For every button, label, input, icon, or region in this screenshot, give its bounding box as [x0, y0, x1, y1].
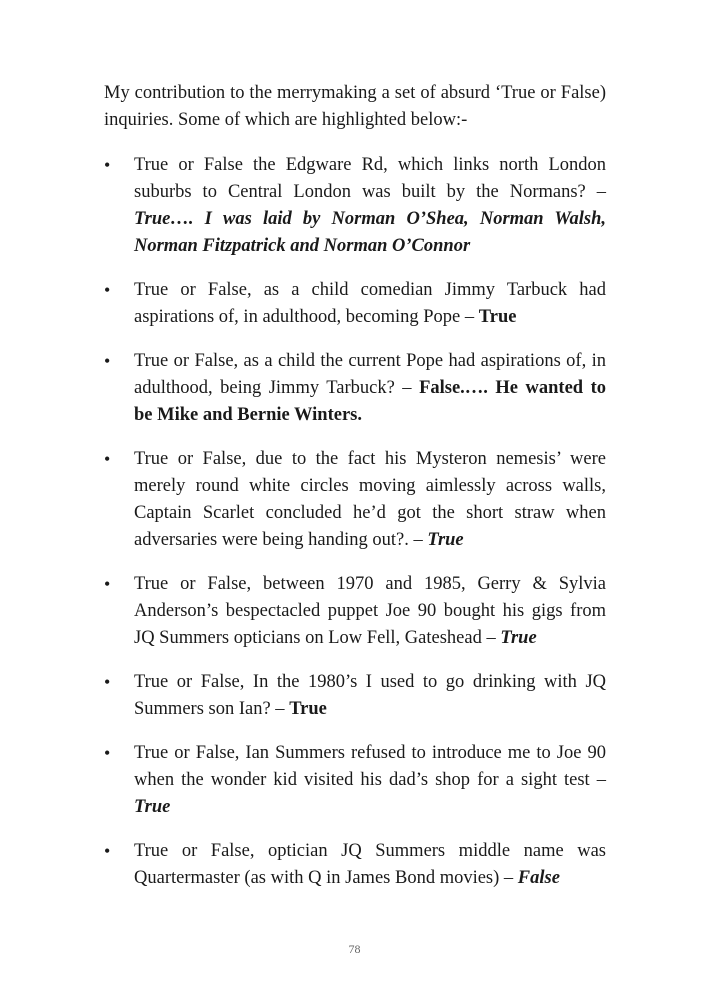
- bullet-icon: •: [104, 672, 111, 692]
- intro-paragraph: My contribution to the merrymaking a set of absurd ‘True or False) inquiries. Some of which are highlighted below:-: [104, 83, 606, 130]
- answer-text: True: [427, 530, 464, 550]
- answer-text: False.…. He wanted to be Mike and Bernie Winters.: [134, 378, 606, 425]
- question-text: True or False, as a child the current Pope had aspirations of, in adulthood, being Jimmy Tarbuck? –: [134, 351, 606, 398]
- answer-text: True: [134, 797, 171, 817]
- question-text: True or False, between 1970 and 1985, Gerry & Sylvia Anderson’s bespectacled puppet Joe 90 bought his gigs from JQ Summers opticians on Low Fell, Gateshead –: [134, 574, 606, 648]
- bullet-icon: •: [104, 155, 111, 175]
- question-list: [104, 152, 606, 892]
- answer-text: False: [517, 868, 560, 888]
- question-text: True or False, optician JQ Summers middle name was Quartermaster (as with Q in James Bond movies) –: [134, 841, 606, 888]
- list-item: [104, 838, 606, 892]
- list-item: [104, 571, 606, 652]
- question-text: True or False, due to the fact his Mysteron nemesis’ were merely round white circles moving aimlessly across walls, Captain Scarlet concluded he’d got the short straw when adversaries were being handing out?. –: [134, 449, 606, 550]
- list-item: [104, 446, 606, 554]
- answer-text: True: [478, 307, 517, 327]
- bullet-icon: •: [104, 280, 111, 300]
- bullet-icon: •: [104, 351, 111, 371]
- question-text: True or False, as a child comedian Jimmy Tarbuck had aspirations of, in adulthood, becoming Pope –: [134, 280, 606, 327]
- list-item: [104, 740, 606, 821]
- answer-text: True…. I was laid by Norman O’Shea, Norman Walsh, Norman Fitzpatrick and Norman O’Connor: [134, 209, 606, 256]
- bullet-icon: •: [104, 574, 111, 594]
- page-number: 78: [348, 942, 361, 956]
- page-body: [104, 80, 606, 909]
- question-text: True or False the Edgware Rd, which links north London suburbs to Central London was built by the Normans? –: [134, 155, 606, 202]
- answer-text: True: [500, 628, 537, 648]
- question-text: True or False, Ian Summers refused to introduce me to Joe 90 when the wonder kid visited his dad’s shop for a sight test –: [134, 743, 606, 790]
- bullet-icon: •: [104, 449, 111, 469]
- bullet-icon: •: [104, 743, 111, 763]
- answer-text: True: [289, 699, 327, 719]
- list-item: [104, 348, 606, 429]
- list-item: [104, 669, 606, 723]
- list-item: [104, 277, 606, 331]
- bullet-icon: •: [104, 841, 111, 861]
- question-text: True or False, In the 1980’s I used to go drinking with JQ Summers son Ian? –: [134, 672, 606, 719]
- list-item: [104, 152, 606, 260]
